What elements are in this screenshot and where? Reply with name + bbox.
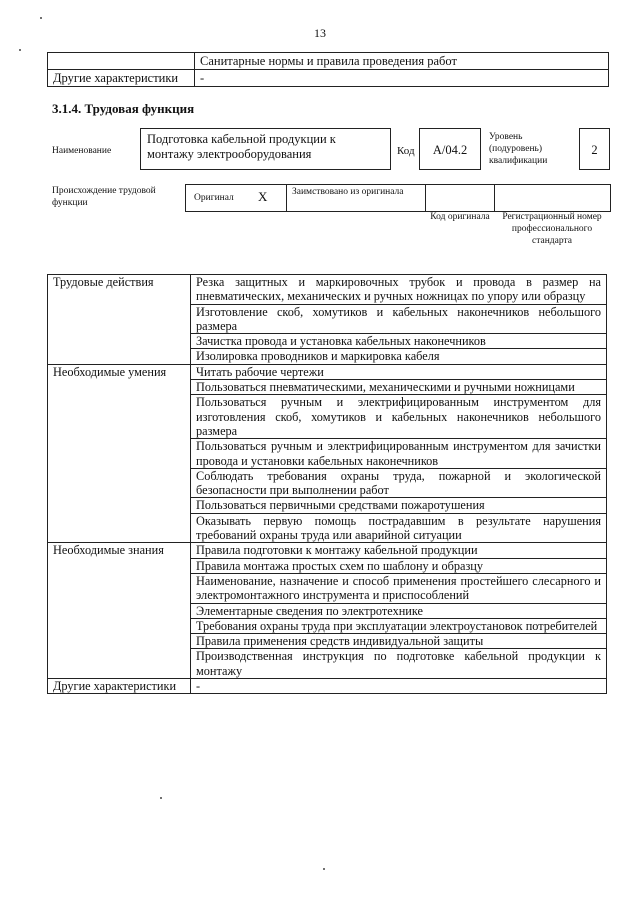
page-number: 13 (314, 26, 326, 40)
origin-divider (286, 184, 287, 211)
code-original-caption: Код оригинала (430, 212, 490, 222)
top-table (47, 52, 609, 87)
section-title: 3.1.4. Трудовая функция (52, 101, 195, 116)
table-row: Соблюдать требования охраны труда, пожарной и экологической безопасности при выполнении работ (191, 468, 607, 498)
code-label: Код (397, 145, 415, 157)
scan-dot (40, 17, 42, 19)
scan-dot (19, 49, 21, 51)
table-row: Правила подготовки к монтажу кабельной продукции (191, 543, 607, 558)
code-value: А/04.2 (432, 143, 468, 157)
table-row: Наименование, назначение и способ применения простейшего слесарного и электромонтажного инструмента и приспособлений (191, 573, 607, 603)
borrowed-label: Заимствовано из оригинала (292, 187, 404, 197)
origin-label: Происхождение трудовой функции (52, 186, 156, 208)
table-row: Элементарные сведения по электротехнике (191, 603, 607, 618)
table-row: Резка защитных и маркировочных трубок и провода в размер на пневматических, механических и ручных ножницах по упору или образцу (191, 275, 607, 305)
table-row: Производственная инструкция по подготовке кабельной продукции к монтажу (191, 649, 607, 679)
scan-dot (323, 868, 325, 870)
original-mark: X (258, 189, 268, 204)
table-row: Пользоваться пневматическими, механическими и ручными ножницами (191, 380, 607, 395)
top-table-cell-empty (48, 53, 195, 70)
labor-function-table (47, 274, 607, 694)
function-name-box (140, 128, 391, 170)
level-label: Уровень (подуровень) квалификации (489, 132, 548, 166)
origin-divider (425, 184, 426, 211)
group-label-actions: Трудовые действия (48, 275, 191, 365)
table-row: Пользоваться ручным и электрифицированным инструментом для зачистки провода и установки кабельных наконечников (191, 439, 607, 469)
table-row: Изолировка проводников и маркировка кабеля (191, 349, 607, 364)
group-label-knowledge: Необходимые знания (48, 543, 191, 679)
top-table-other-label: Другие характеристики (48, 70, 195, 87)
name-label: Наименование (52, 146, 112, 156)
origin-divider (494, 184, 495, 211)
table-row: Правила применения средств индивидуальной защиты (191, 634, 607, 649)
table-row: Зачистка провода и установка кабельных наконечников (191, 334, 607, 349)
other-characteristics-value: - (191, 679, 607, 694)
scan-dot (160, 797, 162, 799)
top-table-sanitary-norms: Санитарные нормы и правила проведения работ (195, 53, 609, 70)
table-row: Изготовление скоб, хомутиков и кабельных наконечников небольшого размера (191, 304, 607, 334)
table-row: Оказывать первую помощь пострадавшим в результате нарушения требований охраны труда или аварийной ситуации (191, 513, 607, 543)
table-row: Правила монтажа простых схем по шаблону и образцу (191, 558, 607, 573)
level-value: 2 (591, 143, 598, 157)
top-table-other-value: - (195, 70, 609, 87)
original-label: Оригинал (194, 193, 234, 203)
function-name: Подготовка кабельной продукции к монтажу электрооборудования (147, 132, 336, 161)
table-row: Пользоваться ручным и электрифицированным инструментом для изготовления скоб, хомутиков и кабельных наконечников небольшого размера (191, 395, 607, 439)
code-box (419, 128, 481, 170)
table-row: Пользоваться первичными средствами пожаротушения (191, 498, 607, 513)
group-label-skills: Необходимые умения (48, 364, 191, 543)
other-characteristics-label: Другие характеристики (48, 679, 191, 694)
reg-number-caption: Регистрационный номер профессионального стандарта (502, 212, 602, 246)
table-row: Читать рабочие чертежи (191, 364, 607, 379)
level-box (579, 128, 610, 170)
table-row: Требования охраны труда при эксплуатации электроустановок потребителей (191, 618, 607, 633)
